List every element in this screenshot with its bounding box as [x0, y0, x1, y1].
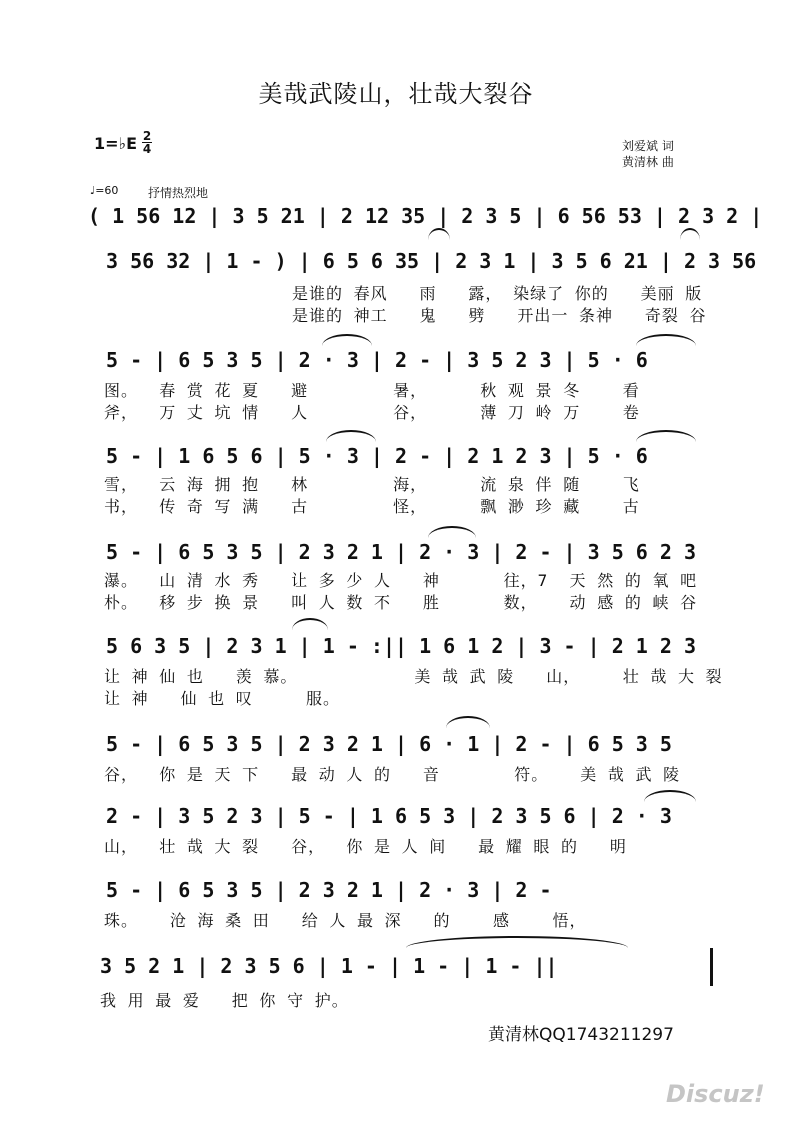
lyric-row-8: 山， 壮 哉 大 裂 谷， 你 是 人 间 最 耀 眼 的 明	[104, 837, 627, 856]
expression-marking: 抒情热烈地	[148, 186, 209, 200]
notes-row-7: 5 - | 6 5 3 5 | 2 3 2 1 | 6 · 1 | 2 - | 6 5 3 5	[106, 732, 672, 756]
lyric-row-3-verse-2: 斧， 万 丈 坑 情 人 谷， 薄 刀 岭 万 卷	[104, 403, 640, 422]
credits	[622, 138, 674, 170]
lyric-row-5-verse-2: 朴。 移 步 换 景 叫 人 数 不 胜 数， 动 感 的 峡 谷	[104, 593, 698, 612]
notes-row-8: 2 - | 3 5 2 3 | 5 - | 1 6 5 3 | 2 3 5 6 | 2 · 3	[106, 804, 672, 828]
composer: 黄清林 曲	[622, 155, 674, 169]
tempo-marking: ♩=60	[90, 184, 119, 197]
lyric-row-6-verse-1: 让 神 仙 也 羡 慕。 美 哉 武 陵 山， 壮 哉 大 裂	[104, 667, 723, 686]
key-signature: 1=♭E	[94, 134, 138, 153]
page-title: 美哉武陵山，壮哉大裂谷	[258, 80, 534, 108]
time-signature	[142, 130, 152, 155]
notes-row-5: 5 - | 6 5 3 5 | 2 3 2 1 | 2 · 3 | 2 - | 3 5 6 2 3	[106, 540, 697, 564]
meter-top: 2	[142, 129, 152, 143]
lyric-row-6-verse-2: 让 神 仙 也 叹 服。	[104, 689, 340, 708]
lyric-row-7: 谷， 你 是 天 下 最 动 人 的 音 符。 美 哉 武 陵	[104, 765, 681, 784]
lyricist: 刘爱斌 词	[622, 139, 674, 153]
lyric-row-4-verse-2: 书， 传 奇 写 满 古 怪， 飘 渺 珍 藏 古	[104, 497, 640, 516]
lyric-row-2-verse-1: 是谁的 春风 雨 露， 染绿了 你的 美丽 版	[292, 284, 703, 303]
notes-row-10: 3 5 2 1 | 2 3 5 6 | 1 - | 1 - | 1 - ||	[100, 954, 558, 978]
lyric-row-4-verse-1: 雪， 云 海 拥 抱 林 海， 流 泉 伴 随 飞	[104, 475, 640, 494]
lyric-row-10: 我 用 最 爱 把 你 守 护。	[100, 991, 349, 1010]
lyric-row-2-verse-2: 是谁的 神工 鬼 劈 开出一 条神 奇裂 谷	[292, 306, 707, 325]
watermark: Discuz!	[666, 1080, 765, 1108]
notes-row-3: 5 - | 6 5 3 5 | 2 · 3 | 2 - | 3 5 2 3 | 5 · 6	[106, 348, 648, 372]
signature: 黄清林QQ1743211297	[488, 1025, 674, 1045]
lyric-row-5-verse-1: 瀑。 山 清 水 秀 让 多 少 人 神 往，7 天 然 的 氧 吧	[104, 571, 698, 590]
lyric-row-3-verse-1: 图。 春 赏 花 夏 避 暑， 秋 观 景 冬 看	[104, 381, 640, 400]
notes-row-9: 5 - | 6 5 3 5 | 2 3 2 1 | 2 · 3 | 2 -	[106, 878, 552, 902]
notes-row-2: 3 56 32 | 1 - ) | 6 5 6 35 | 2 3 1 | 3 5 6 21 | 2 3 56	[106, 249, 757, 273]
meter-bottom: 4	[142, 142, 152, 156]
notes-row-6: 5 6 3 5 | 2 3 1 | 1 - :|| 1 6 1 2 | 3 - | 2 1 2 3	[106, 634, 697, 658]
notes-row-1: ( 1 56 12 | 3 5 21 | 2 12 35 | 2 3 5 | 6 56 53 | 2 3 2 |	[88, 204, 763, 228]
notes-row-4: 5 - | 1 6 5 6 | 5 · 3 | 2 - | 2 1 2 3 | 5 · 6	[106, 444, 648, 468]
final-barline	[710, 948, 713, 986]
lyric-row-9: 珠。 沧 海 桑 田 给 人 最 深 的 感 悟，	[104, 911, 587, 930]
